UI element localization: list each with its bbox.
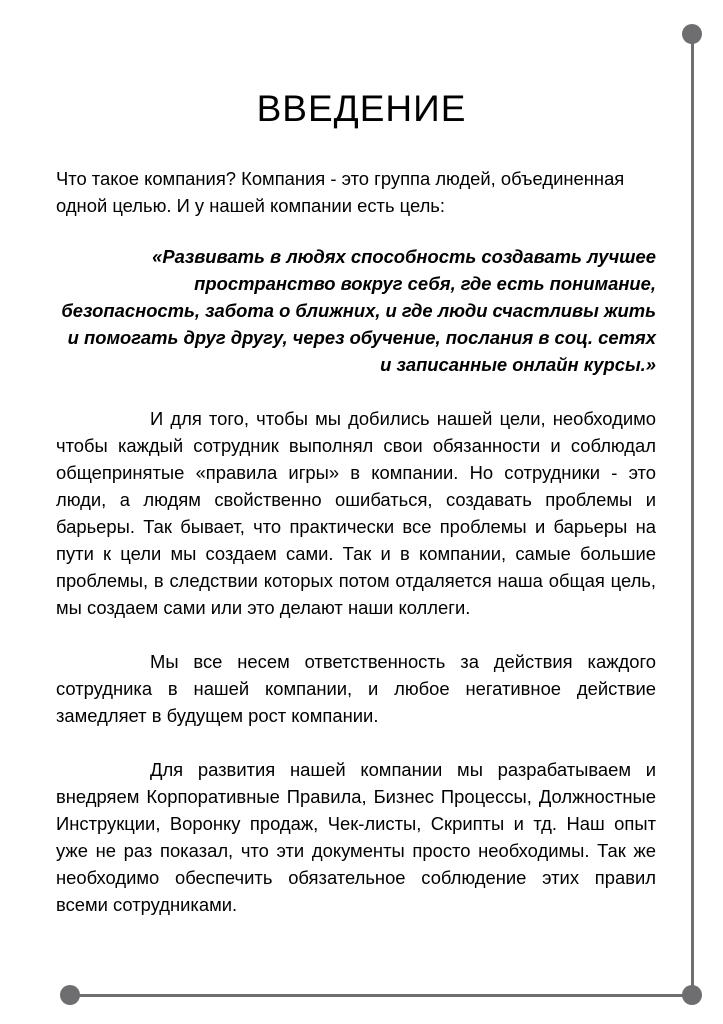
page-title: ВВЕДЕНИЕ — [256, 87, 467, 129]
frame-horizontal-line — [69, 994, 694, 997]
body-paragraph-1: И для того, чтобы мы добились нашей цели, необходимо чтобы каждый сотрудник выполнял свои обязанности и соблюдал общепринятые «правила игры» в компании. Но сотрудники - это люди, а людям свойственно ошибаться, создавать проблемы и барьеры. Так бывает, что практически все проблемы и барьеры на пути к цели мы создаем сами. Так и в компании, самые большие проблемы, в следствии которых потом отдаляется наша общая цель, мы создаем сами или это делают наши коллеги. — [56, 408, 656, 618]
body-paragraph-3: Для развития нашей компании мы разрабатываем и внедряем Корпоративные Правила, Бизнес Процессы, Должностные Инструкции, Воронку продаж, Чек-листы, Скрипты и тд. Наш опыт уже не раз показал, что эти документы просто необходимы. Так же необходимо обеспечить обязательное соблюдение этих правил всеми сотрудниками. — [56, 759, 656, 915]
frame-dot-bottom-left — [60, 985, 80, 1005]
frame-vertical-line — [691, 34, 694, 996]
intro-paragraph: Что такое компания? Компания - это группа людей, объединенная одной целью. И у нашей компании есть цель: — [56, 168, 625, 216]
frame-dot-bottom-right — [682, 985, 702, 1005]
body-paragraph-2: Мы все несем ответственность за действия каждого сотрудника в нашей компании, и любое негативное действие замедляет в будущем рост компании. — [56, 651, 656, 726]
document-body — [56, 165, 656, 918]
mission-quote: «Развивать в людях способность создавать лучшее пространство вокруг себя, где есть понимание, безопасность, забота о ближних, и где люди счастливы жить и помогать друг другу, через обучение, послания в соц. сетях и записанные онлайн курсы.» — [61, 246, 656, 375]
frame-dot-top-right — [682, 24, 702, 44]
